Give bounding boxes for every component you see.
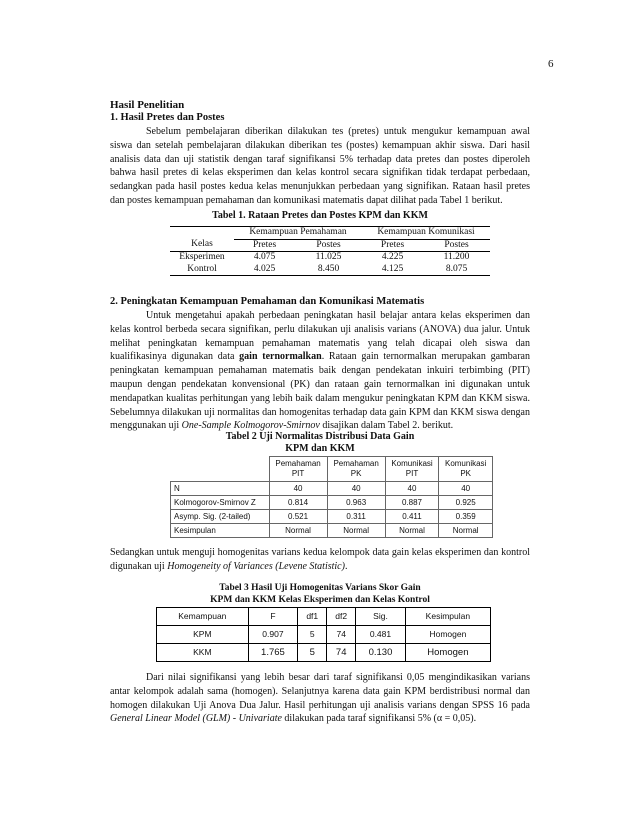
table1-col-header: Pretes: [234, 239, 295, 252]
table3-col-header: Kemampuan: [157, 608, 249, 626]
table-row: [171, 510, 493, 524]
table-cell: 40: [439, 482, 493, 496]
table-cell: Eksperimen: [179, 252, 225, 262]
table-cell: 5: [298, 626, 327, 644]
paragraph-text: . Rataan gain ternormalkan merupakan gambaran peningkatan kemampuan pemahaman matematis baik dengan pendekatan inkuiri terbimbing (PIT) maupun dengan pendekatan konvensional (PK) dan rataan gain ternormalkan ini digunakan untuk mendapatkan kualitas perhitungan yang lebih baik dalam mengukur peningkatan KPM dan KKM siswa. Sebelumnya dilakukan uji normalitas dan homogenitas terhadap data gain KPM dan KKM siswa dengan menggunakan uji: [110, 351, 530, 432]
table-cell: 40: [269, 482, 327, 496]
table-cell: 0.481: [356, 626, 406, 644]
table2-col-header: Pemahaman PIT: [269, 457, 327, 482]
table3: [156, 607, 491, 662]
row-label: Asymp. Sig. (2-tailed): [171, 510, 270, 524]
table2-caption-line1: Tabel 2 Uji Normalitas Distribusi Data Gain: [225, 431, 415, 442]
table-cell: 0.521: [269, 510, 327, 524]
table-cell: 0.814: [269, 496, 327, 510]
table-cell: 5: [298, 644, 327, 662]
table-cell: 74: [327, 626, 356, 644]
paragraph-anova: [110, 671, 530, 726]
row-label: Kesimpulan: [171, 524, 270, 538]
paragraph-homogenitas: [110, 546, 530, 574]
table2-col-header: Komunikasi PIT: [385, 457, 439, 482]
table1-col-header: Kelas: [170, 239, 234, 252]
paragraph-text: dilakukan pada taraf signifikansi 5% (α = 0,05).: [281, 713, 477, 725]
paragraph-text: Dari nilai signifikansi yang lebih besar dari taraf signifikansi 0,05 mengindikasikan varians antar kelompok adalah sama (homogen). Selanjutnya karena data gain KPM berdistribusi normal dan homogen dilakukan Uji Anova Dua Jalur. Hasil perhitungan uji analisis varians dengan SPSS 16 pada: [110, 672, 530, 711]
table-row: [171, 482, 493, 496]
table-cell: 11.025: [315, 252, 342, 262]
table1-col-header: Postes: [295, 239, 362, 252]
table-cell: 0.963: [327, 496, 385, 510]
table1-group-header: Kemampuan Komunikasi: [362, 227, 490, 240]
table-cell: 8.450: [295, 264, 362, 276]
table-cell: 0.411: [385, 510, 439, 524]
table3-col-header: df2: [327, 608, 356, 626]
table-row: [171, 496, 493, 510]
table-cell: Normal: [385, 524, 439, 538]
subsection-title-1: 1. Hasil Pretes dan Postes: [110, 112, 225, 123]
table-cell: 4.225: [381, 252, 404, 262]
table1-group-header: Kemampuan Pemahaman: [234, 227, 362, 240]
paragraph-text: disajikan dalam Tabel 2. berikut.: [319, 420, 454, 432]
table3-col-header: F: [248, 608, 298, 626]
table-cell: 4.075: [253, 252, 276, 262]
table-cell: KKM: [157, 644, 249, 662]
row-label: Kolmogorov-Smirnov Z: [171, 496, 270, 510]
table1-caption: Tabel 1. Rataan Pretes dan Postes KPM dan KKM: [212, 210, 428, 221]
table-row: [157, 626, 491, 644]
row-label: N: [171, 482, 270, 496]
italic-term: Homogeneity of Variances (Levene Statistic): [167, 560, 345, 572]
table-cell: Normal: [327, 524, 385, 538]
table-cell: 0.907: [248, 626, 298, 644]
table-cell: 0.887: [385, 496, 439, 510]
table2-caption-line2: KPM dan KKM: [285, 443, 355, 454]
table-row: [157, 644, 491, 662]
table3-caption-line1: Tabel 3 Hasil Uji Homogenitas Varians Skor Gain: [219, 583, 421, 593]
subsection-title-2: 2. Peningkatan Kemampuan Pemahaman dan Komunikasi Matematis: [110, 296, 425, 307]
paragraph-text: Untuk mengetahui apakah perbedaan peningkatan hasil belajar antara kelas eksperimen dan kelas kontrol berbeda secara signifikan, perlu dilakukan uji analisis varians (ANOVA) dua jalur. Untuk melihat peningkatan kemampuan pemahaman matematis yang telah dicapai oleh siswa dan kualifikasinya digunakan data: [110, 310, 530, 363]
table-cell: 11.200: [443, 252, 470, 262]
table1-col-header: Postes: [423, 239, 490, 252]
table-cell: Homogen: [405, 626, 490, 644]
table2-col-header: Komunikasi PK: [439, 457, 493, 482]
table-cell: 1.765: [248, 644, 298, 662]
paragraph-peningkatan: [110, 309, 530, 433]
table-cell: Kontrol: [170, 264, 234, 276]
table-cell: 40: [385, 482, 439, 496]
paragraph-text: Sebelum pembelajaran diberikan dilakukan tes (pretes) untuk mengukur kemampuan awal siswa dan setelah pembelajaran dilakukan diberikan tes (postes) kemampuan akhir siswa. Dari hasil analisis data dan uji statistik dengan taraf signifikansi 5% terhadap data pretes dan postes diperoleh bahwa hasil pretes di kelas eksperimen dan kelas kontrol secara signifikan tidak terdapat perbedaan, sedangkan pada hasil postes kedua kelas menunjukkan perbedaan yang signifikan. Rataan hasil pretes dan postes kemampuan pemahaman dan komunikasi matematis dapat dilihat pada Tabel 1 berikut.: [110, 126, 530, 206]
table-cell: Normal: [269, 524, 327, 538]
table-cell: Homogen: [405, 644, 490, 662]
table2: [170, 456, 493, 538]
table3-col-header: Sig.: [356, 608, 406, 626]
table-cell: 8.075: [423, 264, 490, 276]
table1: [170, 226, 490, 276]
section-heading: Hasil Penelitian: [110, 99, 185, 111]
bold-term: gain ternormalkan: [239, 351, 322, 363]
table-cell: 4.125: [362, 264, 423, 276]
paragraph-text: .: [344, 560, 348, 572]
table-cell: 4.025: [234, 264, 295, 276]
table-cell: KPM: [157, 626, 249, 644]
table3-caption-line2: KPM dan KKM Kelas Eksperimen dan Kelas Kontrol: [210, 595, 430, 605]
paragraph-pretes-postes: [110, 125, 530, 208]
table3-col-header: df1: [298, 608, 327, 626]
table-row: [171, 524, 493, 538]
table-cell: 40: [327, 482, 385, 496]
page-number: 6: [548, 58, 554, 70]
table-cell: 0.925: [439, 496, 493, 510]
table-row: [170, 264, 490, 276]
table-row: [170, 252, 490, 264]
table-cell: 74: [327, 644, 356, 662]
table-cell: 0.359: [439, 510, 493, 524]
table-cell: Normal: [439, 524, 493, 538]
italic-term: General Linear Model (GLM) - Univariate: [110, 713, 282, 725]
paragraph-text: Sedangkan untuk menguji homogenitas varians kedua kelompok data gain kelas eksperimen dan kontrol digunakan uji: [110, 547, 530, 572]
table-cell: 0.311: [327, 510, 385, 524]
table3-col-header: Kesimpulan: [405, 608, 490, 626]
table-cell: 0.130: [356, 644, 406, 662]
italic-term: One-Sample Kolmogorov-Smirnov: [181, 420, 320, 432]
table1-col-header: Pretes: [362, 239, 423, 252]
table2-col-header: Pemahaman PK: [327, 457, 385, 482]
